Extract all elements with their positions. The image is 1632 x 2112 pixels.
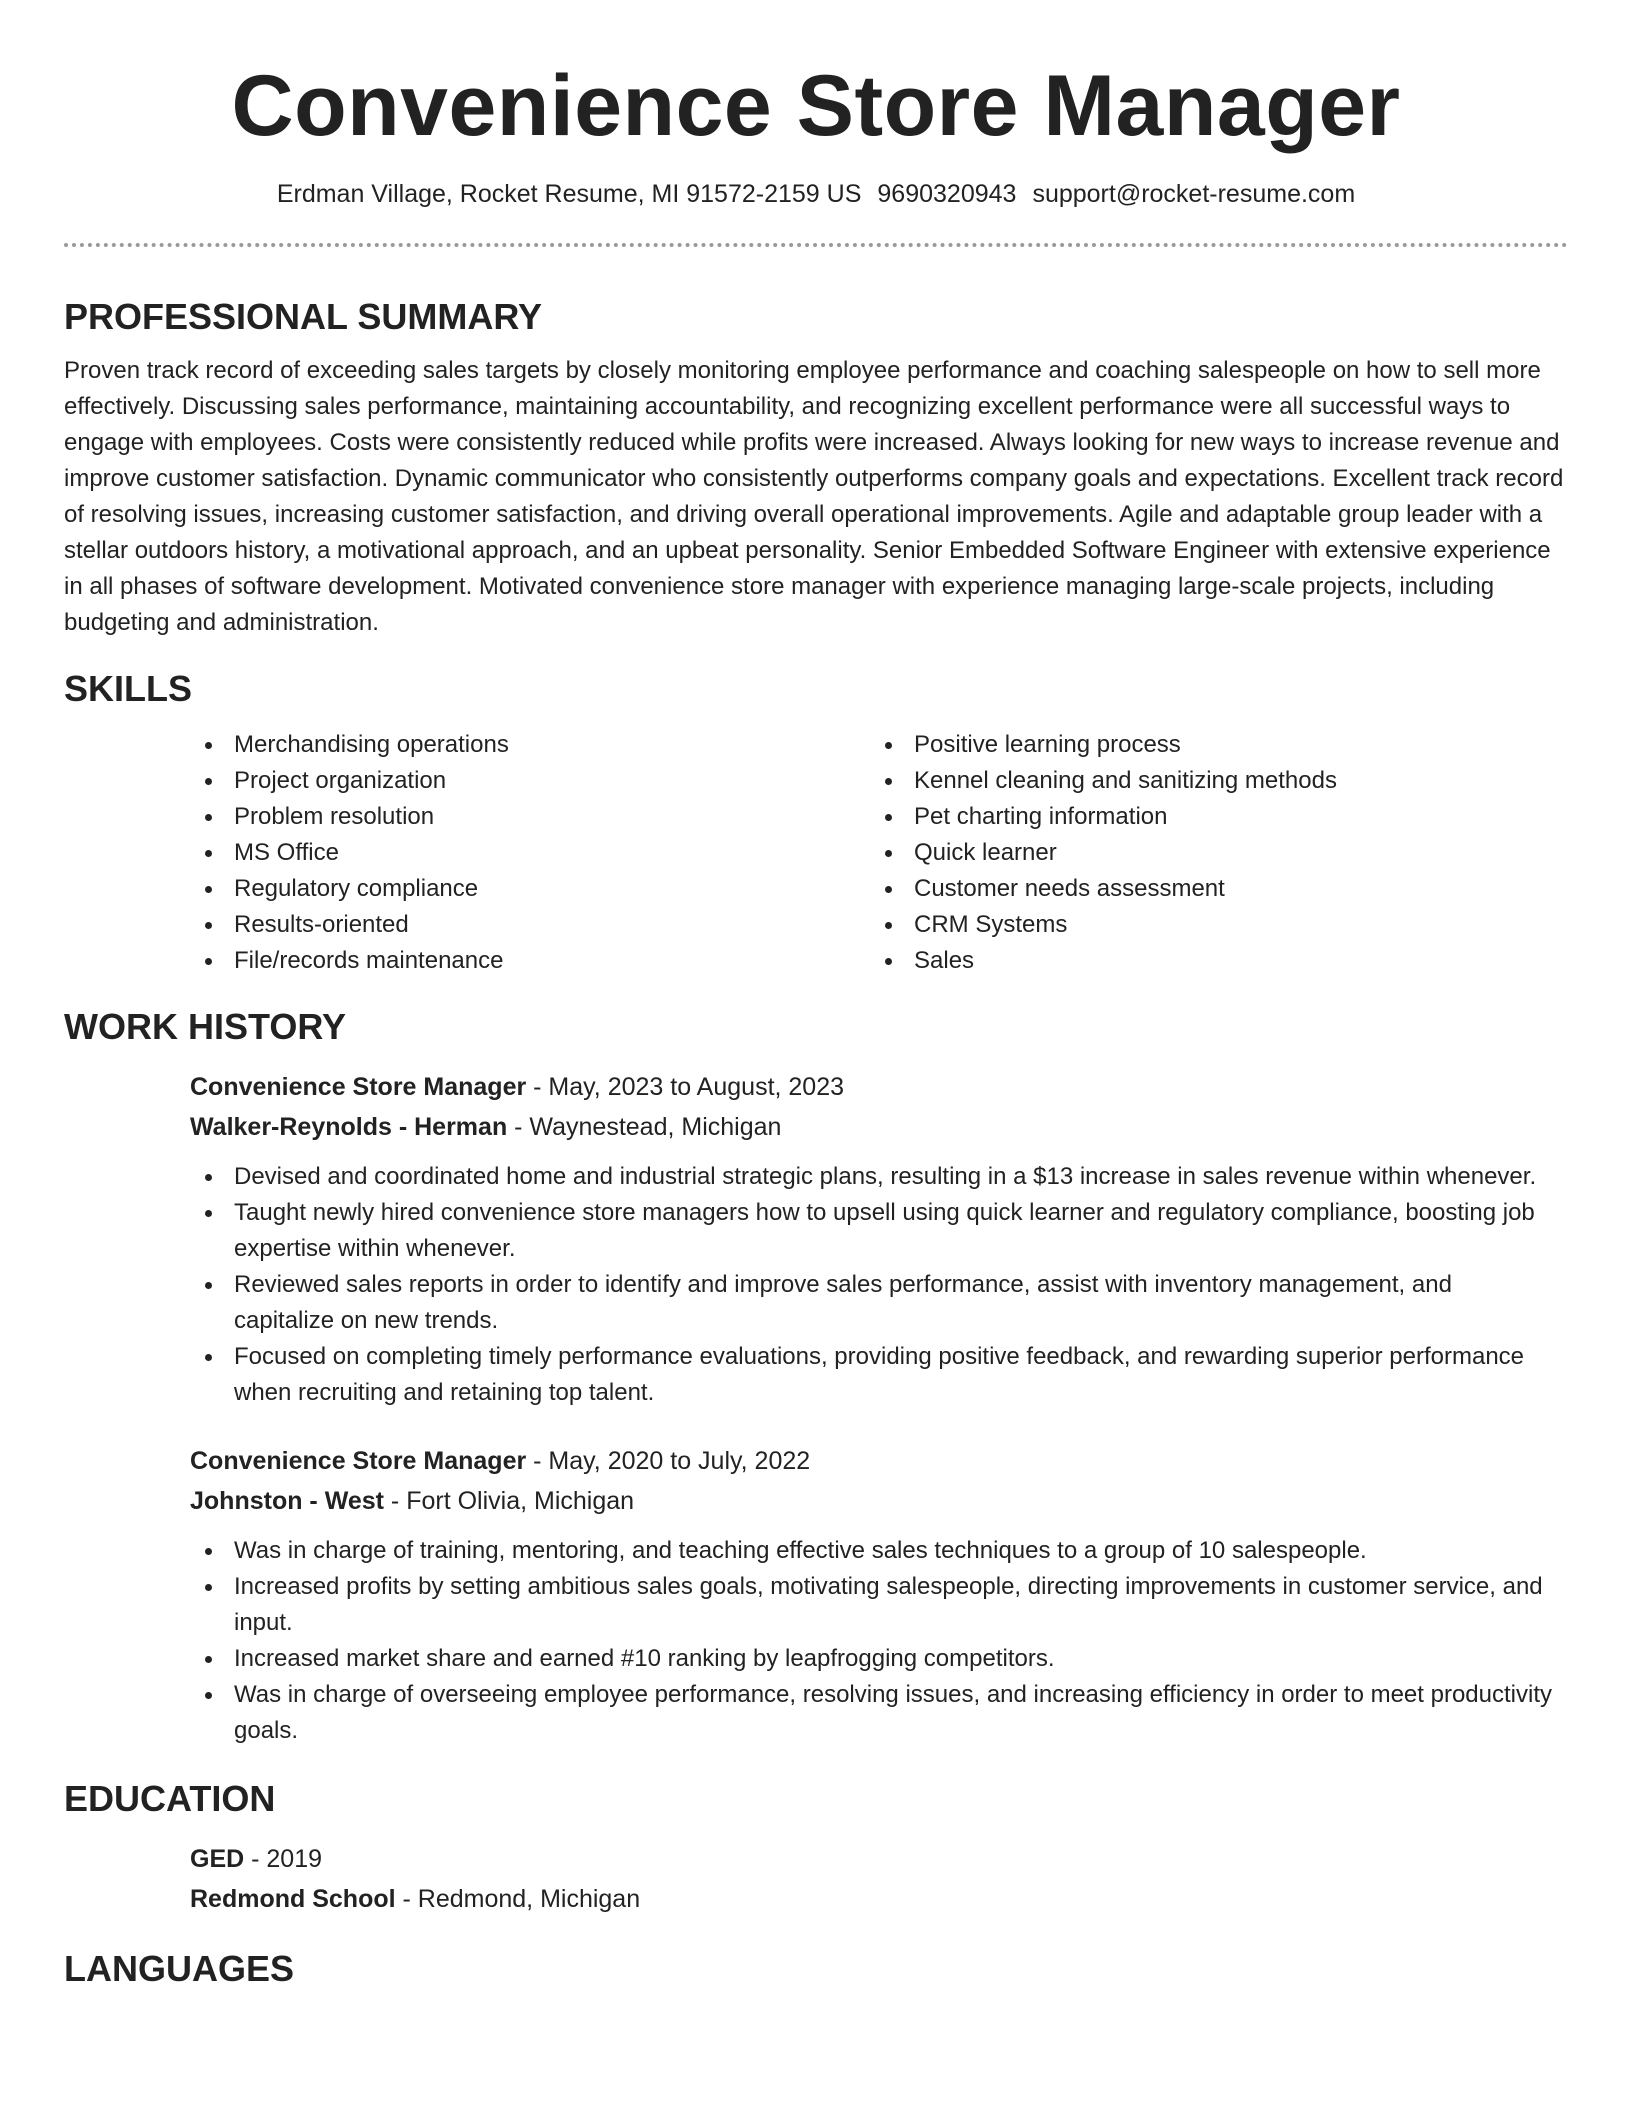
section-title-summary: PROFESSIONAL SUMMARY bbox=[64, 296, 543, 337]
skill-item: Positive learning process bbox=[870, 727, 1550, 763]
job-entry bbox=[190, 1441, 1558, 1749]
education-location: - Redmond, Michigan bbox=[395, 1885, 641, 1913]
job-dates: - May, 2020 to July, 2022 bbox=[526, 1447, 811, 1475]
skill-item: File/records maintenance bbox=[190, 943, 870, 979]
job-bullets bbox=[190, 1159, 1558, 1411]
education-school-line bbox=[190, 1879, 1558, 1919]
email: support@rocket-resume.com bbox=[1032, 180, 1356, 208]
skill-item: Merchandising operations bbox=[190, 727, 870, 763]
job-company: Johnston - West bbox=[190, 1487, 384, 1515]
job-company: Walker-Reynolds - Herman bbox=[190, 1113, 508, 1141]
header-divider bbox=[64, 243, 1568, 247]
job-bullet: Devised and coordinated home and industrial strategic plans, resulting in a $13 increase in sales revenue within whenever. bbox=[190, 1159, 1558, 1195]
summary-section bbox=[64, 295, 1568, 641]
job-bullet: Focused on completing timely performance evaluations, providing positive feedback, and rewarding superior performance when recruiting and retaining top talent. bbox=[190, 1339, 1558, 1411]
education-year: - 2019 bbox=[244, 1845, 323, 1873]
job-location: - Waynestead, Michigan bbox=[507, 1113, 782, 1141]
section-title-work-history: WORK HISTORY bbox=[64, 1006, 347, 1047]
section-title-education: EDUCATION bbox=[64, 1778, 276, 1819]
contact-line bbox=[0, 180, 1632, 209]
education-degree: GED bbox=[190, 1845, 245, 1873]
phone: 9690320943 bbox=[877, 180, 1017, 208]
skill-item: CRM Systems bbox=[870, 907, 1550, 943]
skills-grid bbox=[190, 727, 1558, 979]
education-section bbox=[64, 1777, 1568, 1919]
section-title-skills: SKILLS bbox=[64, 668, 193, 709]
skill-item: Pet charting information bbox=[870, 799, 1550, 835]
skill-item: Problem resolution bbox=[190, 799, 870, 835]
job-bullet: Reviewed sales reports in order to identify and improve sales performance, assist with inventory management, and capitalize on new trends. bbox=[190, 1267, 1558, 1339]
skill-item: Project organization bbox=[190, 763, 870, 799]
education-entry bbox=[190, 1839, 1558, 1919]
job-dates: - May, 2023 to August, 2023 bbox=[526, 1073, 845, 1101]
skill-item: Regulatory compliance bbox=[190, 871, 870, 907]
education-school: Redmond School bbox=[190, 1885, 396, 1913]
job-bullet: Increased profits by setting ambitious sales goals, motivating salespeople, directing improvements in customer service, and input. bbox=[190, 1569, 1558, 1641]
candidate-name: Convenience Store Manager bbox=[231, 58, 1401, 154]
skill-item: Kennel cleaning and sanitizing methods bbox=[870, 763, 1550, 799]
job-bullets bbox=[190, 1533, 1558, 1749]
job-company-line bbox=[190, 1107, 1558, 1147]
job-title: Convenience Store Manager bbox=[190, 1447, 527, 1475]
skill-item: MS Office bbox=[190, 835, 870, 871]
job-entry bbox=[190, 1067, 1558, 1411]
resume-header bbox=[0, 0, 1632, 209]
work-history-section bbox=[64, 1005, 1568, 1749]
section-title-languages: LANGUAGES bbox=[64, 1948, 295, 1989]
skill-item: Sales bbox=[870, 943, 1550, 979]
job-bullet: Was in charge of training, mentoring, and teaching effective sales techniques to a group of 10 salespeople. bbox=[190, 1533, 1558, 1569]
skills-column-left bbox=[190, 727, 870, 979]
job-bullet: Taught newly hired convenience store managers how to upsell using quick learner and regulatory compliance, boosting job expertise within whenever. bbox=[190, 1195, 1558, 1267]
summary-text: Proven track record of exceeding sales targets by closely monitoring employee performance and coaching salespeople on how to sell more effectively. Discussing sales performance, maintaining accountability, and recognizing excellent performance were all successful ways to engage with employees. Costs were consistently reduced while profits were increased. Always looking for new ways to increase revenue and improve customer satisfaction. Dynamic communicator who consistently outperforms company goals and expectations. Excellent track record of resolving issues, increasing customer satisfaction, and driving overall operational improvements. Agile and adaptable group leader with a stellar outdoors history, a motivational approach, and an upbeat personality. Senior Embedded Software Engineer with extensive experience in all phases of software development. Motivated convenience store manager with experience managing large-scale projects, including budgeting and administration. bbox=[64, 357, 1564, 636]
skills-section bbox=[64, 667, 1568, 979]
skill-item: Customer needs assessment bbox=[870, 871, 1550, 907]
skills-column-right bbox=[870, 727, 1550, 979]
job-title: Convenience Store Manager bbox=[190, 1073, 527, 1101]
skill-item: Results-oriented bbox=[190, 907, 870, 943]
job-company-line bbox=[190, 1481, 1558, 1521]
job-location: - Fort Olivia, Michigan bbox=[383, 1487, 635, 1515]
education-degree-line bbox=[190, 1839, 1558, 1879]
job-title-line bbox=[190, 1067, 1558, 1107]
skill-item: Quick learner bbox=[870, 835, 1550, 871]
address: Erdman Village, Rocket Resume, MI 91572-2159 US bbox=[276, 180, 862, 208]
job-title-line bbox=[190, 1441, 1558, 1481]
job-bullet: Was in charge of overseeing employee performance, resolving issues, and increasing efficiency in order to meet productivity goals. bbox=[190, 1677, 1558, 1749]
job-bullet: Increased market share and earned #10 ranking by leapfrogging competitors. bbox=[190, 1641, 1558, 1677]
languages-section bbox=[64, 1947, 1568, 1991]
